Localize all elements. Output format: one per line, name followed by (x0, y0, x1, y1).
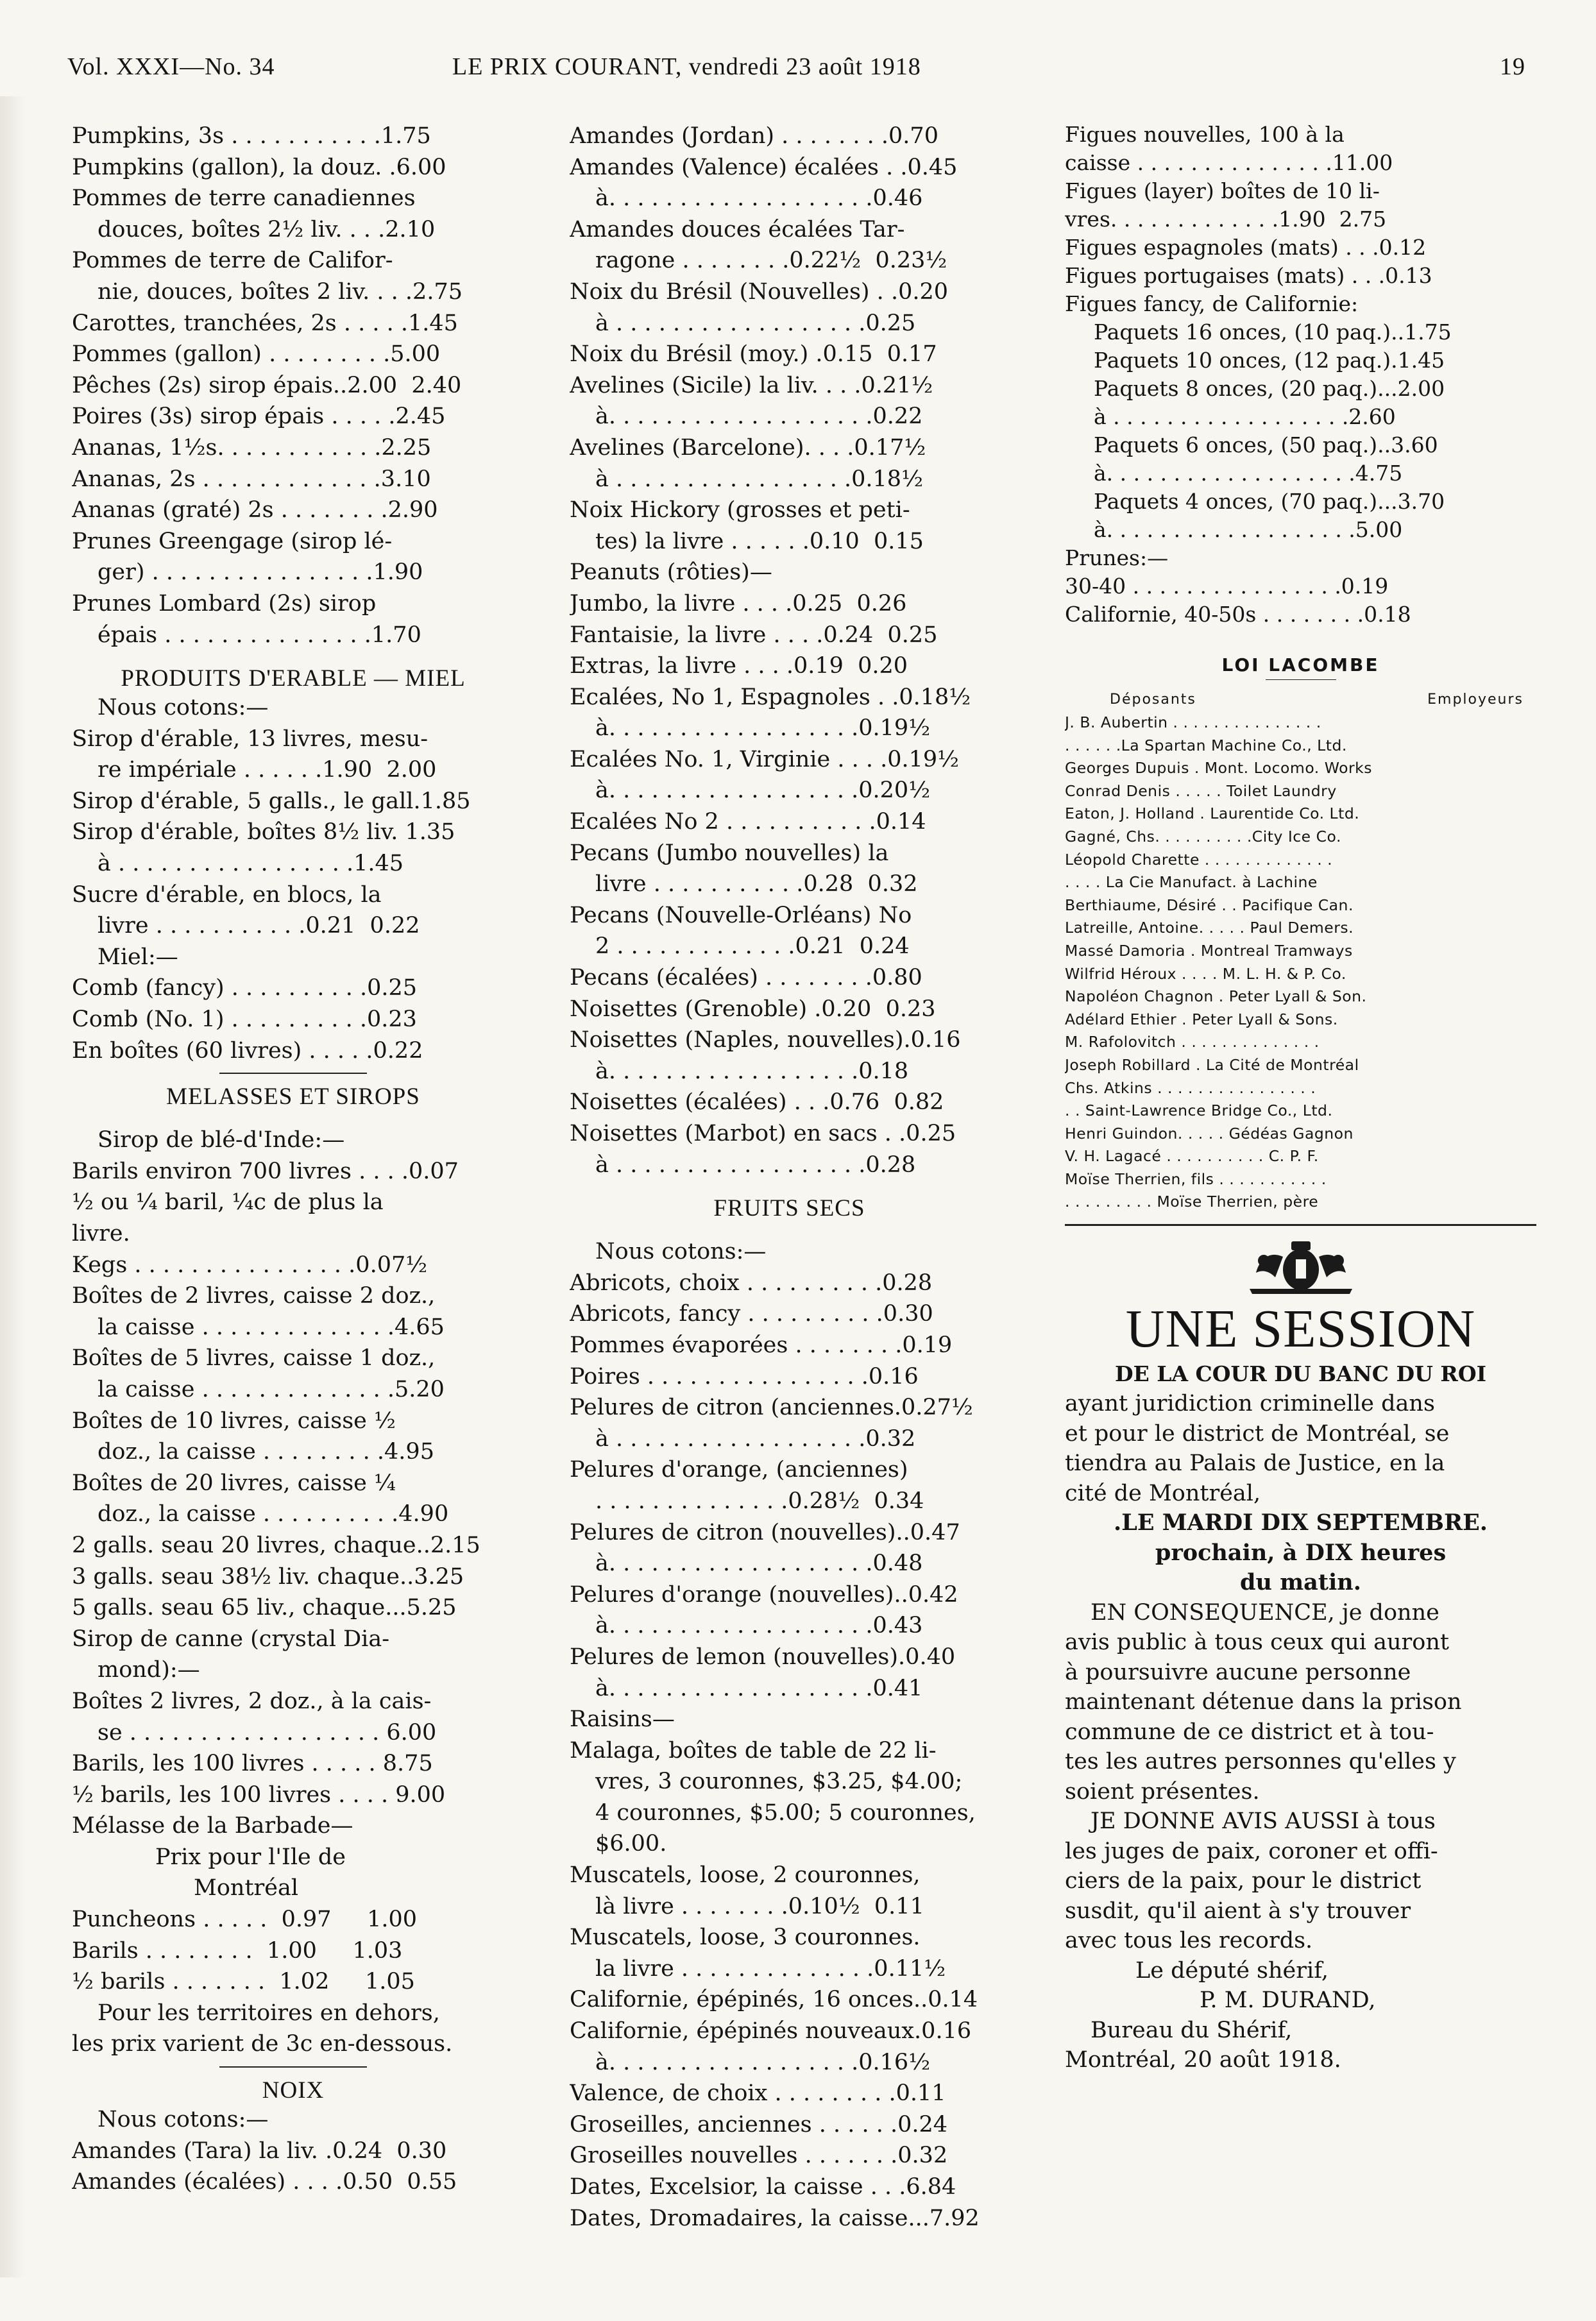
price-line: à . . . . . . . . . . . . . . . . .0.18½ (595, 466, 923, 492)
price-line: livre. (72, 1221, 130, 1246)
price-line: à . . . . . . . . . . . . . . . . . .2.60 (1094, 404, 1396, 429)
price-line: à. . . . . . . . . . . . . . . . . .0.18 (595, 1058, 909, 1084)
loi-lacombe-entry: Adélard Ethier . Peter Lyall & Sons. (1065, 1010, 1338, 1028)
notice-line: prochain, à DIX heures (1155, 1539, 1447, 1566)
loi-title-rule (1266, 679, 1336, 680)
loi-lacombe-entry: J. B. Aubertin . . . . . . . . . . . . . . . (1065, 713, 1321, 731)
page-header (67, 53, 1525, 91)
royal-coat-of-arms-icon (1224, 1237, 1378, 1295)
loi-lacombe-entry: Gagné, Chs. . . . . . . . . .City Ice Co. (1065, 827, 1341, 846)
notice-line: tiendra au Palais de Justice, en la (1065, 1450, 1445, 1477)
price-line: Boîtes de 5 livres, caisse 1 doz., (72, 1345, 436, 1372)
price-line: Poires . . . . . . . . . . . . . . . .0.16 (570, 1363, 919, 1390)
price-line: Groseilles nouvelles . . . . . . .0.32 (570, 2143, 948, 2169)
price-line: nie, douces, boîtes 2 liv. . . .2.75 (98, 278, 463, 305)
price-line: Boîtes de 10 livres, caisse ½ (72, 1407, 396, 1434)
price-line: Comb (No. 1) . . . . . . . . . .0.23 (72, 1007, 417, 1033)
loi-lacombe-entry: Léopold Charette . . . . . . . . . . . . . (1065, 850, 1333, 869)
price-line: Fantaisie, la livre . . . .0.24 0.25 (570, 622, 938, 648)
price-line: Paquets 16 onces, (10 paq.)..1.75 (1094, 319, 1452, 344)
loi-lacombe-entry: Berthiaume, Désiré . . Pacifique Can. (1065, 896, 1354, 914)
volume-number: Vol. XXXI—No. 34 (67, 53, 275, 80)
price-line: Miel:— (98, 944, 178, 970)
price-line: Amandes (écalées) . . . .0.50 0.55 (72, 2169, 457, 2195)
notice-line: Bureau du Shérif, (1091, 2017, 1293, 2043)
price-line: ragone . . . . . . . .0.22½ 0.23½ (595, 248, 947, 274)
price-line: Nous cotons:— (595, 1239, 767, 1265)
spacer (570, 1180, 1009, 1195)
price-line: $6.00. (595, 1831, 667, 1857)
price-line: Figues espagnoles (mats) . . .0.12 (1065, 235, 1427, 260)
notice-line: JE DONNE AVIS AUSSI à tous (1091, 1808, 1436, 1835)
price-line: à. . . . . . . . . . . . . . . . . . .0.22 (595, 404, 923, 430)
price-line: Ananas (graté) 2s . . . . . . . .2.90 (72, 497, 438, 523)
price-line: Pumpkins, 3s . . . . . . . . . . .1.75 (72, 123, 431, 149)
notice-line: susdit, qu'il aient à s'y trouver (1065, 1898, 1411, 1924)
price-line: Pommes de terre canadiennes (72, 185, 416, 212)
notice-line: soient présentes. (1065, 1778, 1260, 1805)
price-line: Figues (layer) boîtes de 10 li- (1065, 178, 1380, 203)
notice-line: à poursuivre aucune personne (1065, 1659, 1411, 1685)
price-column-1 (72, 121, 514, 2198)
price-line: Sirop d'érable, 13 livres, mesu- (72, 726, 429, 752)
price-line: tes) la livre . . . . . .0.10 0.15 (595, 528, 924, 554)
notice-line: cité de Montréal, (1065, 1480, 1261, 1506)
price-line: Pommes évaporées . . . . . . . .0.19 (570, 1332, 953, 1358)
price-line: Sirop d'érable, boîtes 8½ liv. 1.35 (72, 819, 455, 846)
notice-line: du matin. (1240, 1569, 1361, 1596)
loi-lacombe-entry: Eaton, J. Holland . Laurentide Co. Ltd. (1065, 804, 1360, 823)
price-line: livre . . . . . . . . . . .0.21 0.22 (98, 913, 420, 939)
price-line: Prix pour l'Ile de (155, 1844, 346, 1870)
notice-line: EN CONSEQUENCE, je donne (1091, 1599, 1439, 1626)
price-line: Figues fancy, de Californie: (1065, 291, 1359, 316)
notice-line: .LE MARDI DIX SEPTEMBRE. (1114, 1509, 1488, 1536)
loi-lacombe-entry: . . . . La Cie Manufact. à Lachine (1065, 873, 1318, 892)
price-line: Amandes (Valence) écalées . .0.45 (570, 154, 958, 180)
price-line: à. . . . . . . . . . . . . . . . . . .0.48 (595, 1551, 923, 1577)
price-line: Nous cotons:— (98, 2107, 269, 2133)
price-line: la livre . . . . . . . . . . . . . .0.11½ (595, 1955, 946, 1982)
price-line: Sirop de canne (crystal Dia- (72, 1626, 390, 1652)
price-line: Prunes Greengage (sirop lé- (72, 528, 393, 554)
price-line: Prunes Lombard (2s) sirop (72, 590, 377, 616)
price-line: à. . . . . . . . . . . . . . . . . . .4.75 (1094, 461, 1403, 486)
price-line: à. . . . . . . . . . . . . . . . . . .0.41 (595, 1675, 923, 1701)
price-line: 2 galls. seau 20 livres, chaque..2.15 (72, 1532, 480, 1558)
price-column-2 (570, 121, 1009, 2234)
price-line: à. . . . . . . . . . . . . . . . . .0.19½ (595, 715, 931, 742)
price-line: Amandes (Tara) la liv. .0.24 0.30 (72, 2138, 447, 2164)
price-line: là livre . . . . . . . .0.10½ 0.11 (595, 1893, 924, 1919)
price-line: Noisettes (Marbot) en sacs . .0.25 (570, 1121, 956, 1146)
price-line: Noix du Brésil (Nouvelles) . .0.20 (570, 278, 948, 305)
price-line: Pecans (Jumbo nouvelles) la (570, 840, 889, 866)
price-line: . . . . . . . . . . . . . .0.28½ 0.34 (595, 1488, 924, 1514)
loi-lacombe-title: LOI LACOMBE (1221, 654, 1380, 676)
notice-line: commune de ce district et à tou- (1065, 1719, 1434, 1745)
loi-lacombe-entry: M. Rafolovitch . . . . . . . . . . . . . . (1065, 1033, 1320, 1051)
price-line: Barils, les 100 livres . . . . . 8.75 (72, 1751, 433, 1777)
section-heading: MELASSES ET SIROPS (166, 1084, 420, 1110)
notice-line: P. M. DURAND, (1200, 1987, 1376, 2014)
price-line: à. . . . . . . . . . . . . . . . . .0.16½ (595, 2049, 931, 2075)
loi-lacombe-entry: Joseph Robillard . La Cité de Montréal (1065, 1055, 1359, 1074)
price-line: Ecalées No. 1, Virginie . . . .0.19½ (570, 746, 960, 772)
loi-lacombe-entry: Napoléon Chagnon . Peter Lyall & Son. (1065, 987, 1367, 1006)
price-line: Prunes:— (1065, 545, 1169, 570)
price-line: épais . . . . . . . . . . . . . . .1.70 (98, 622, 421, 648)
price-line: Pommes (gallon) . . . . . . . . .5.00 (72, 341, 441, 368)
price-line: à. . . . . . . . . . . . . . . . . . .0.46 (595, 185, 923, 212)
price-line: Sirop de blé-d'Inde:— (98, 1127, 345, 1153)
price-line: Noisettes (écalées) . . .0.76 0.82 (570, 1089, 944, 1116)
notice-line: maintenant détenue dans la prison (1065, 1689, 1462, 1715)
price-line: Figues nouvelles, 100 à la (1065, 122, 1345, 147)
price-line: Jumbo, la livre . . . .0.25 0.26 (570, 590, 907, 616)
price-line: Abricots, choix . . . . . . . . . .0.28 (570, 1270, 933, 1296)
price-line: Kegs . . . . . . . . . . . . . . . .0.07½ (72, 1252, 428, 1278)
price-line: Nous cotons:— (98, 695, 269, 721)
loi-lacombe-entry: Chs. Atkins . . . . . . . . . . . . . . . . (1065, 1078, 1316, 1097)
notice-line: et pour le district de Montréal, se (1065, 1420, 1450, 1447)
price-line: Pelures de citron (nouvelles)..0.47 (570, 1519, 960, 1545)
price-line: Californie, épépinés nouveaux.0.16 (570, 2018, 972, 2045)
loi-lacombe-entry: Georges Dupuis . Mont. Locomo. Works (1065, 759, 1372, 778)
price-line: 5 galls. seau 65 liv., chaque...5.25 (72, 1595, 457, 1621)
price-line: Montréal (194, 1875, 299, 1901)
price-line: Noix Hickory (grosses et peti- (570, 497, 910, 523)
price-column-3 (1065, 121, 1536, 2075)
price-line: Groseilles, anciennes . . . . . .0.24 (570, 2111, 948, 2138)
price-line: à. . . . . . . . . . . . . . . . . . .5.00 (1094, 517, 1403, 542)
price-line: Figues portugaises (mats) . . .0.13 (1065, 263, 1432, 288)
price-line: Muscatels, loose, 3 couronnes. (570, 1925, 921, 1951)
section-heading: PRODUITS D'ERABLE — MIEL (121, 665, 466, 692)
price-line: Paquets 6 onces, (50 paq.)..3.60 (1094, 432, 1438, 457)
price-line: Amandes douces écalées Tar- (570, 216, 905, 242)
spacer (72, 1110, 514, 1125)
price-line: Pumpkins (gallon), la douz. .6.00 (72, 154, 446, 180)
price-line: Pelures de lemon (nouvelles).0.40 (570, 1644, 956, 1670)
price-line: Paquets 4 onces, (70 paq.)...3.70 (1094, 489, 1445, 514)
price-line: Boîtes de 2 livres, caisse 2 doz., (72, 1283, 436, 1309)
price-line: à . . . . . . . . . . . . . . . . . .0.28 (595, 1152, 916, 1178)
price-line: ½ barils . . . . . . . 1.02 1.05 (72, 1969, 415, 1995)
running-title: LE PRIX COURANT, vendredi 23 août 1918 (452, 53, 921, 80)
price-line: à . . . . . . . . . . . . . . . . . .0.32 (595, 1425, 916, 1452)
price-line: Pecans (écalées) . . . . . . . .0.80 (570, 965, 922, 991)
price-line: Mélasse de la Barbade— (72, 1813, 353, 1839)
price-line: ½ ou ¼ baril, ¼c de plus la (72, 1189, 384, 1216)
price-line: Pour les territoires en dehors, (98, 2000, 440, 2026)
price-line: Dates, Excelsior, la caisse . . .6.84 (570, 2174, 956, 2200)
notice-line: avec tous les records. (1065, 1928, 1313, 1954)
price-line: Carottes, tranchées, 2s . . . . .1.45 (72, 310, 458, 336)
price-line: Comb (fancy) . . . . . . . . . .0.25 (72, 975, 418, 1001)
price-line: Extras, la livre . . . .0.19 0.20 (570, 653, 908, 679)
loi-lacombe-list (1065, 711, 1536, 1214)
notice-subheadline: DE LA COUR DU BANC DU ROI (1114, 1361, 1487, 1387)
figues-prunes-list (1065, 121, 1536, 629)
notice-headline: UNE SESSION (1125, 1299, 1476, 1359)
price-line: Ananas, 2s . . . . . . . . . . . . .3.10 (72, 466, 431, 492)
loi-lacombe-entry: . . . . . . . . . Moïse Therrien, père (1065, 1193, 1319, 1211)
loi-lacombe-entry: Latreille, Antoine. . . . . Paul Demers. (1065, 919, 1354, 937)
price-line: doz., la caisse . . . . . . . . . .4.90 (98, 1501, 449, 1527)
price-line: se . . . . . . . . . . . . . . . . . . 6.00 (98, 1719, 437, 1746)
price-line: Pelures d'orange, (anciennes) (570, 1457, 908, 1483)
section-heading: FRUITS SECS (713, 1195, 865, 1222)
price-line: 30-40 . . . . . . . . . . . . . . . .0.19 (1065, 574, 1389, 599)
price-line: vres. . . . . . . . . . . . .1.90 2.75 (1065, 207, 1387, 232)
price-line: Valence, de choix . . . . . . . . .0.11 (570, 2080, 946, 2107)
section-rule (219, 1073, 367, 1074)
loi-lacombe-entry: . . . . . .La Spartan Machine Co., Ltd. (1065, 736, 1347, 754)
price-line: Pommes de terre de Califor- (72, 248, 393, 274)
price-line: vres, 3 couronnes, $3.25, $4.00; (595, 1769, 963, 1795)
price-line: Californie, épépinés, 16 onces..0.14 (570, 1987, 978, 2013)
notice-line: avis public à tous ceux qui auront (1065, 1629, 1449, 1656)
notice-line: les juges de paix, coroner et offi- (1065, 1838, 1438, 1864)
notice-line: ayant juridiction criminelle dans (1065, 1391, 1435, 1417)
notice-line: Le député shérif, (1135, 1957, 1329, 1984)
loi-table-header (1065, 692, 1524, 708)
page-edge-margin (0, 96, 26, 2277)
price-line: à. . . . . . . . . . . . . . . . . .0.20½ (595, 778, 931, 804)
section-divider (1065, 1224, 1536, 1226)
loi-lacombe-entry: Moïse Therrien, fils . . . . . . . . . . . (1065, 1169, 1327, 1188)
notice-line: ciers de la paix, pour le district (1065, 1868, 1422, 1894)
price-line: En boîtes (60 livres) . . . . .0.22 (72, 1037, 423, 1064)
notice-body (1065, 1389, 1536, 2075)
price-line: Ecalées, No 1, Espagnoles . .0.18½ (570, 684, 971, 710)
employeurs-header: Employeurs (1427, 692, 1524, 708)
price-line: Puncheons . . . . . 0.97 1.00 (72, 1907, 418, 1933)
page-number: 19 (1500, 53, 1525, 80)
price-line: Californie, 40-50s . . . . . . . .0.18 (1065, 602, 1411, 627)
price-line: Abricots, fancy . . . . . . . . . .0.30 (570, 1301, 933, 1327)
price-line: Paquets 10 onces, (12 paq.).1.45 (1094, 348, 1445, 373)
price-line: Noisettes (Grenoble) .0.20 0.23 (570, 996, 936, 1022)
price-line: Sirop d'érable, 5 galls., le gall.1.85 (72, 788, 471, 814)
loi-lacombe-entry: Wilfrid Héroux . . . . M. L. H. & P. Co. (1065, 964, 1346, 983)
section-heading: NOIX (262, 2077, 325, 2104)
price-line: la caisse . . . . . . . . . . . . . .5.20 (98, 1376, 445, 1402)
price-line: à. . . . . . . . . . . . . . . . . . .0.43 (595, 1613, 923, 1639)
price-line: caisse . . . . . . . . . . . . . . .11.00 (1065, 150, 1393, 175)
price-line: Paquets 8 onces, (20 paq.)...2.00 (1094, 376, 1445, 401)
price-line: à . . . . . . . . . . . . . . . . . .0.25 (595, 310, 916, 336)
price-line: Poires (3s) sirop épais . . . . .2.45 (72, 404, 446, 430)
price-line: Boîtes de 20 livres, caisse ¼ (72, 1470, 396, 1496)
price-line: Sucre d'érable, en blocs, la (72, 881, 382, 908)
price-line: Pelures d'orange (nouvelles)..0.42 (570, 1581, 958, 1608)
spacer (570, 1222, 1009, 1236)
price-line: re impériale . . . . . .1.90 2.00 (98, 757, 437, 783)
notice-line: tes les autres personnes qu'elles y (1065, 1749, 1456, 1775)
price-line: 2 . . . . . . . . . . . . .0.21 0.24 (595, 933, 910, 960)
price-line: Dates, Dromadaires, la caisse...7.92 (570, 2205, 980, 2231)
price-line: Peanuts (rôties)— (570, 559, 772, 586)
price-line: Ecalées No 2 . . . . . . . . . . .0.14 (570, 809, 926, 835)
price-line: Boîtes 2 livres, 2 doz., à la cais- (72, 1688, 432, 1714)
price-line: Noix du Brésil (moy.) .0.15 0.17 (570, 341, 937, 368)
price-line: Avelines (Barcelone). . . .0.17½ (570, 434, 926, 461)
price-line: Barils environ 700 livres . . . .0.07 (72, 1158, 459, 1184)
price-line: livre . . . . . . . . . . .0.28 0.32 (595, 871, 918, 897)
price-line: doz., la caisse . . . . . . . . .4.95 (98, 1439, 434, 1465)
notice-line: Montréal, 20 août 1918. (1065, 2047, 1341, 2073)
price-line: Malaga, boîtes de table de 22 li- (570, 1737, 937, 1764)
section-rule (219, 2066, 367, 2068)
price-line: mond):— (98, 1657, 200, 1683)
price-line: Barils . . . . . . . . 1.00 1.03 (72, 1937, 403, 1964)
price-line: Avelines (Sicile) la liv. . . .0.21½ (570, 372, 933, 398)
price-line: Raisins— (570, 1706, 675, 1733)
price-line: Pêches (2s) sirop épais..2.00 2.40 (72, 372, 462, 398)
price-line: ger) . . . . . . . . . . . . . . . .1.90 (98, 559, 423, 586)
price-line: Ananas, 1½s. . . . . . . . . . . .2.25 (72, 434, 432, 461)
loi-lacombe-entry: Henri Guindon. . . . . Gédéas Gagnon (1065, 1124, 1354, 1143)
price-line: 4 couronnes, $5.00; 5 couronnes, (595, 1799, 976, 1826)
price-line: douces, boîtes 2½ liv. . . .2.10 (98, 216, 436, 242)
loi-lacombe-entry: Conrad Denis . . . . . Toilet Laundry (1065, 781, 1337, 800)
deposants-header: Déposants (1110, 692, 1196, 708)
price-line: les prix varient de 3c en-dessous. (72, 2031, 453, 2057)
loi-lacombe-entry: V. H. Lagacé . . . . . . . . . . C. P. F. (1065, 1147, 1319, 1166)
price-line: ½ barils, les 100 livres . . . . 9.00 (72, 1781, 446, 1808)
spacer (72, 650, 514, 665)
loi-lacombe-entry: . . Saint-Lawrence Bridge Co., Ltd. (1065, 1101, 1333, 1120)
price-line: Pecans (Nouvelle-Orléans) No (570, 902, 912, 928)
loi-lacombe-entry: Massé Damoria . Montreal Tramways (1065, 941, 1353, 960)
price-line: Noisettes (Naples, nouvelles).0.16 (570, 1027, 961, 1053)
price-line: Amandes (Jordan) . . . . . . . .0.70 (570, 123, 938, 149)
price-line: à . . . . . . . . . . . . . . . . .1.45 (98, 851, 404, 877)
price-line: Pelures de citron (anciennes.0.27½ (570, 1395, 973, 1421)
price-line: Muscatels, loose, 2 couronnes, (570, 1862, 921, 1889)
price-line: la caisse . . . . . . . . . . . . . .4.65 (98, 1314, 445, 1340)
price-line: 3 galls. seau 38½ liv. chaque..3.25 (72, 1563, 464, 1590)
